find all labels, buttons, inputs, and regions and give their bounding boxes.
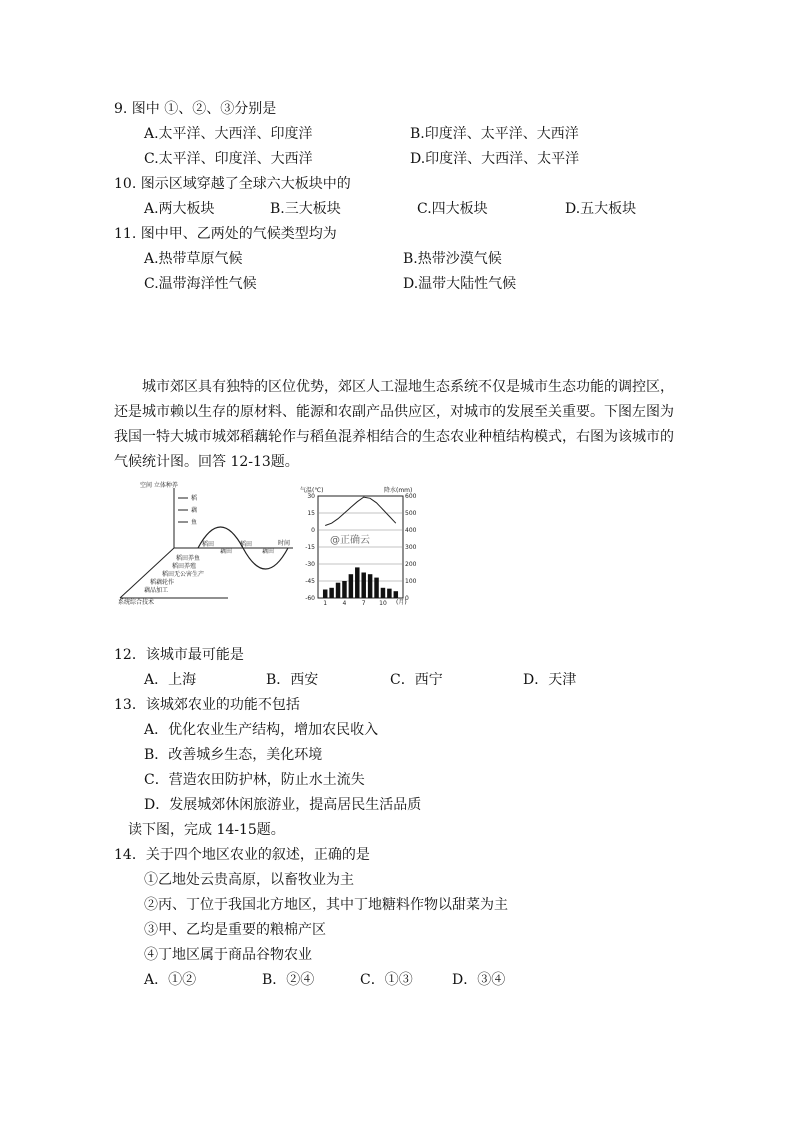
chart-right-tick-label: 300	[405, 544, 417, 551]
q14-option-a: A．①②	[144, 972, 197, 988]
precipitation-bar	[387, 589, 391, 598]
diagram-label-seg3: 稻田	[240, 541, 253, 548]
q11-option-b: B.热带沙漠气候	[403, 251, 502, 267]
chart-right-tick-label: 0	[405, 595, 409, 602]
q13-stem: 13．该城郊农业的功能不包括	[114, 697, 300, 713]
figure-block	[118, 480, 418, 606]
q14-statement-3: ③甲、乙均是重要的粮棉产区	[144, 922, 326, 938]
q14-statement-2: ②丙、丁位于我国北方地区，其中丁地糖料作物以甜菜为主	[144, 897, 508, 913]
chart-right-tick-label: 400	[405, 527, 417, 534]
q11-option-a: A.热带草原气候	[144, 251, 243, 267]
diagram-label-l2: 稻田养殖	[172, 563, 197, 570]
precipitation-bar	[361, 573, 365, 599]
chart-x-unit: (月)	[396, 599, 407, 606]
q11-option-c: C.温带海洋性气候	[144, 276, 257, 292]
climate-chart	[300, 486, 417, 606]
chart-x-tick-label: 4	[342, 600, 347, 606]
diagram-label-r1: 稻	[191, 495, 198, 502]
passage-line-3: 我国一特大城市城郊稻藕轮作与稻鱼混养相结合的生态农业种植结构模式，右图为该城市的	[114, 429, 674, 445]
q9-stem: 9. 图中 ①、②、③分别是	[114, 101, 277, 117]
chart-right-tick-label: 200	[405, 561, 417, 568]
precipitation-bar	[368, 574, 372, 598]
precipitation-bar	[329, 588, 333, 598]
q13-option-b: B．改善城乡生态，美化环境	[144, 747, 323, 763]
chart-x-tick-label: 10	[379, 600, 387, 606]
diagram-label-r2: 藕	[191, 507, 198, 514]
q13-option-d: D．发展城郊休闲旅游业，提高居民生活品质	[144, 797, 422, 813]
figure-svg	[118, 480, 418, 606]
q13-option-c: C．营造农田防护林，防止水土流失	[144, 772, 365, 788]
q10-option-b: B.三大板块	[270, 201, 341, 217]
chart-left-tick-label: -15	[305, 544, 315, 551]
q12-option-a: A．上海	[144, 672, 197, 688]
q14-stem: 14．关于四个地区农业的叙述，正确的是	[114, 847, 370, 863]
chart-left-tick-label: -30	[305, 561, 315, 568]
chart-ylabel-right: 降水(mm)	[384, 487, 413, 494]
precipitation-bar	[355, 567, 359, 598]
chart-left-tick-label: 30	[307, 493, 315, 500]
chart-left-tick-label: -60	[305, 595, 315, 602]
chart-right-tick-label: 100	[405, 578, 417, 585]
chart-left-tick-label: -45	[305, 578, 315, 585]
temperature-line	[325, 497, 396, 525]
chart-x-tick-label: 7	[361, 600, 366, 606]
passage-line-4: 气候统计图。回答 12-13题。	[114, 454, 299, 470]
diagram-label-seg2: 藕田	[220, 548, 233, 555]
precipitation-bar	[336, 583, 340, 598]
q10-option-a: A.两大板块	[144, 201, 215, 217]
q9-option-a: A.太平洋、大西洋、印度洋	[144, 126, 313, 142]
diagram-label-l3: 稻田无公害生产	[162, 571, 205, 578]
q14-option-d: D．③④	[452, 972, 506, 988]
q14-option-c: C．①③	[360, 972, 413, 988]
q9-option-d: D.印度洋、大西洋、太平洋	[410, 151, 580, 167]
precipitation-bar	[381, 588, 385, 598]
q14-statement-4: ④丁地区属于商品谷物农业	[144, 947, 312, 963]
diagram-label-time: 时间	[278, 540, 291, 547]
q12-option-b: B．西安	[266, 672, 319, 688]
q11-stem: 11. 图中甲、乙两处的气候类型均为	[114, 226, 337, 242]
q9-option-b: B.印度洋、太平洋、大西洋	[410, 126, 579, 142]
q10-option-d: D.五大板块	[565, 201, 637, 217]
diagram-label-l4: 稻藕轮作	[150, 579, 175, 586]
diagram-label-seg4: 藕田	[262, 548, 275, 555]
q9-option-c: C.太平洋、印度洋、大西洋	[144, 151, 313, 167]
passage-line-2: 还是城市赖以生存的原材料、能源和农副产品供应区，对城市的发展至关重要。下图左图为	[114, 404, 674, 420]
q10-stem: 10. 图示区域穿越了全球六大板块中的	[114, 176, 351, 192]
diagram-label-l1: 稻田养鱼	[176, 555, 201, 562]
diagram-label-r3: 鱼	[191, 519, 198, 526]
passage	[114, 375, 694, 475]
q14-option-b: B．②④	[262, 972, 315, 988]
q12-option-d: D．天津	[523, 672, 577, 688]
q10-option-c: C.四大板块	[417, 201, 488, 217]
chart-left-tick-label: 15	[307, 510, 315, 517]
intro-14-15: 读下图，完成 14-15题。	[128, 822, 285, 838]
diagram-label-l5: 藕品加工	[144, 587, 169, 594]
chart-x-tick-label: 1	[323, 600, 328, 606]
precipitation-bar	[349, 574, 353, 598]
precipitation-bar	[394, 591, 398, 598]
chart-right-tick-label: 600	[405, 493, 417, 500]
chart-ylabel-left: 气温(℃)	[300, 487, 324, 494]
passage-line-1: 城市郊区具有独特的区位优势，郊区人工湿地生态系统不仅是城市生态功能的调控区，	[142, 379, 674, 395]
q11-option-d: D.温带大陆性气候	[403, 276, 517, 292]
precipitation-bar	[374, 578, 378, 598]
diagram-label-bottom: 系统综合技术	[118, 599, 155, 606]
chart-right-tick-label: 500	[405, 510, 417, 517]
diagram-label-top: 空间 立体种养	[140, 482, 178, 489]
q12-stem: 12．该城市最可能是	[114, 647, 244, 663]
chart-watermark: @正确云	[330, 535, 370, 546]
q14-statement-1: ①乙地处云贵高原，以畜牧业为主	[144, 872, 354, 888]
precipitation-bar	[342, 581, 346, 598]
precipitation-bar	[323, 590, 327, 599]
q12-option-c: C．西宁	[390, 672, 443, 688]
q13-option-a: A．优化农业生产结构，增加农民收入	[144, 722, 379, 738]
diagram-label-seg1: 稻田	[202, 541, 215, 548]
chart-left-tick-label: 0	[311, 527, 315, 534]
